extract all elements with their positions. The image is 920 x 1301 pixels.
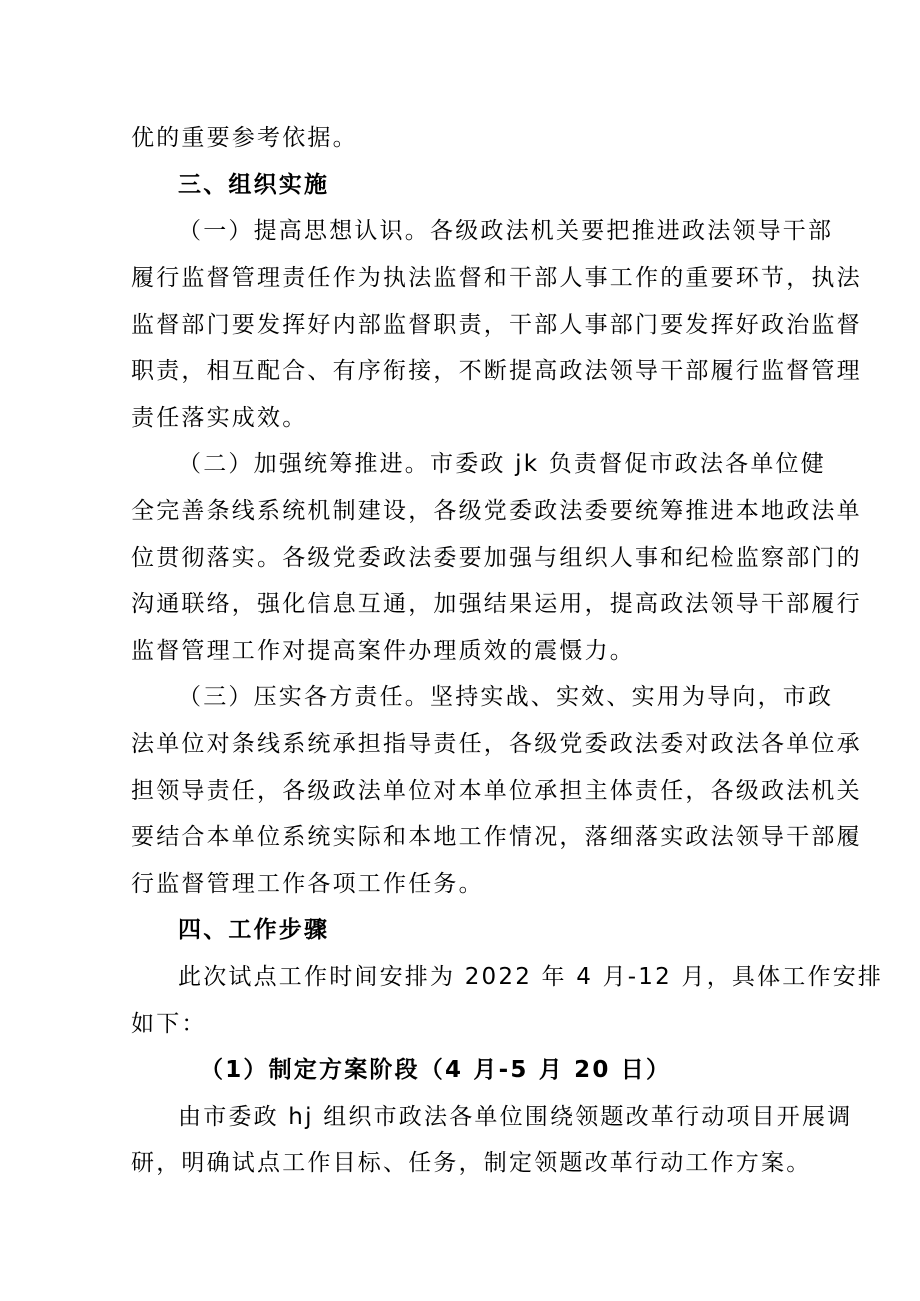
paragraph-line: 履行监督管理责任作为执法监督和干部人事工作的重要环节，执法 [131, 265, 862, 291]
paragraph-line: 如下： [131, 1011, 207, 1037]
paragraph-line: 研，明确试点工作目标、任务，制定领题改革行动工作方案。 [131, 1150, 812, 1176]
section-heading: 四、工作步骤 [178, 917, 330, 943]
paragraph-line: 沟通联络，强化信息互通，加强结果运用，提高政法领导干部履行 [131, 591, 862, 617]
paragraph-line: （二）加强统筹推进。市委政 jk 负责督促市政法各单位健 [178, 451, 826, 477]
paragraph-line: 要结合本单位系统实际和本地工作情况，落细落实政法领导干部履 [131, 824, 862, 850]
paragraph-line: 行监督管理工作各项工作任务。 [131, 871, 484, 897]
paragraph-line: （一）提高思想认识。各级政法机关要把推进政法领导干部 [178, 218, 834, 244]
paragraph-line: 责任落实成效。 [131, 405, 308, 431]
paragraph-line: 此次试点工作时间安排为 2022 年 4 月-12 月，具体工作安排 [178, 964, 884, 990]
paragraph-line: 由市委政 hj 组织市政法各单位围绕领题改革行动项目开展调 [178, 1104, 853, 1130]
section-heading: 三、组织实施 [178, 172, 330, 198]
paragraph-line: 位贯彻落实。各级党委政法委要加强与组织人事和纪检监察部门的 [131, 545, 862, 571]
paragraph-line: 监督管理工作对提高案件办理质效的震慑力。 [131, 638, 635, 664]
paragraph-line: 职责，相互配合、有序衔接，不断提高政法领导干部履行监督管理 [131, 358, 862, 384]
paragraph-line: 监督部门要发挥好内部监督职责，干部人事部门要发挥好政治监督 [131, 312, 862, 338]
paragraph-line: 法单位对条线系统承担指导责任，各级党委政法委对政法各单位承 [131, 731, 862, 757]
subsection-heading: （1）制定方案阶段（4 月-5 月 20 日） [200, 1057, 672, 1083]
paragraph-line: 担领导责任，各级政法单位对本单位承担主体责任，各级政法机关 [131, 778, 862, 804]
paragraph-line: 全完善条线系统机制建设，各级党委政法委要统筹推进本地政法单 [131, 498, 862, 524]
paragraph-line: （三）压实各方责任。坚持实战、实效、实用为导向，市政 [178, 684, 834, 710]
paragraph-line: 优的重要参考依据。 [131, 125, 358, 151]
